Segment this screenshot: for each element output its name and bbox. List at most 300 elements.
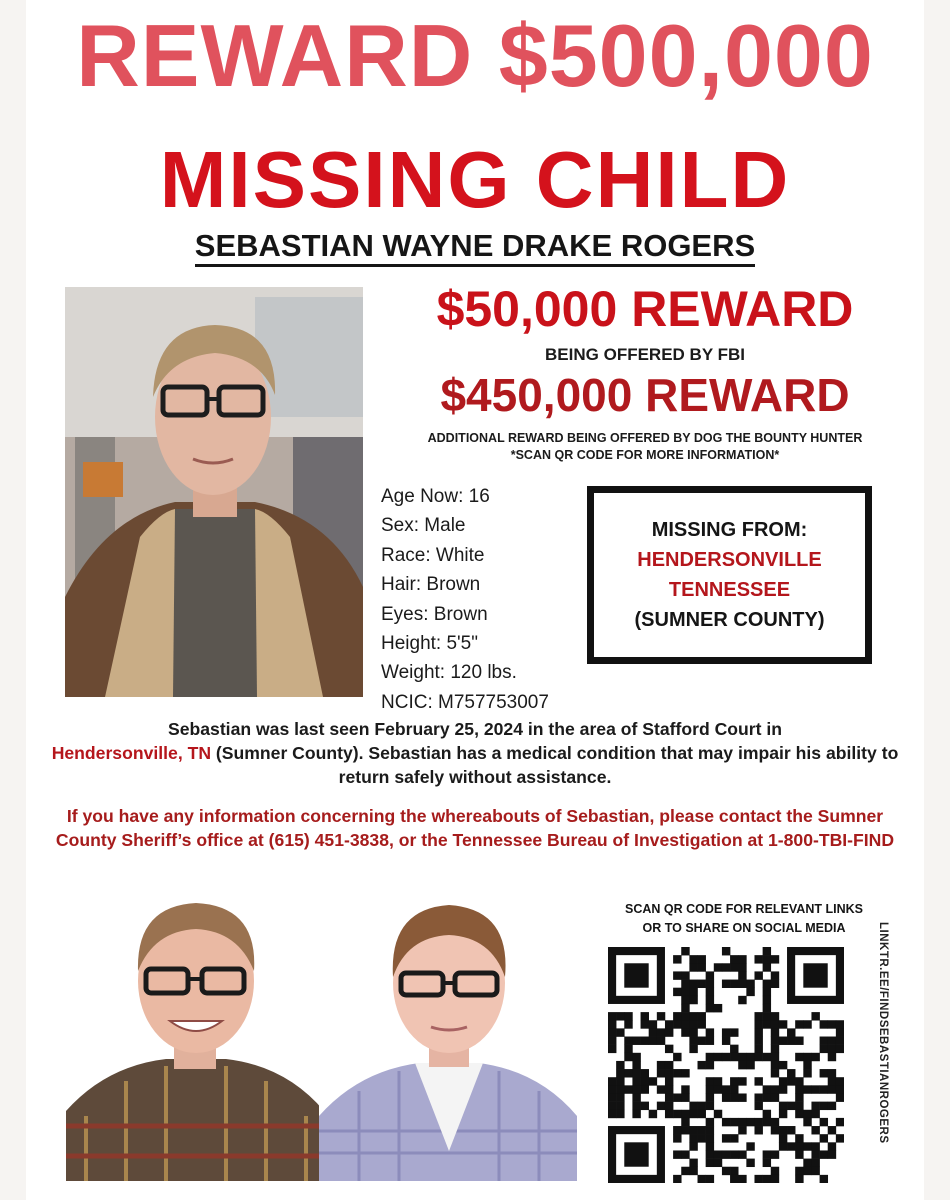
qr-module — [738, 996, 746, 1004]
qr-link-url: LINKTR.EE/FINDSEBASTIANROGERS — [877, 922, 889, 1144]
missing-from-state: TENNESSEE — [668, 579, 791, 601]
detail-race: Race: White — [381, 544, 485, 566]
qr-finder-inner — [624, 1142, 648, 1166]
qr-module — [706, 1077, 714, 1085]
qr-module — [689, 1028, 697, 1036]
qr-module — [673, 955, 681, 963]
qr-module — [632, 1061, 640, 1069]
detail-hair: Hair: Brown — [381, 574, 481, 596]
qr-module — [698, 1175, 706, 1183]
qr-module — [665, 1028, 673, 1036]
qr-module — [673, 1134, 681, 1142]
qr-module — [754, 1126, 762, 1134]
qr-module — [754, 1037, 762, 1045]
qr-module — [795, 1053, 803, 1061]
qr-module — [763, 947, 771, 955]
qr-module — [754, 1118, 762, 1126]
qr-module — [754, 1093, 762, 1101]
qr-module — [689, 1142, 697, 1150]
qr-module — [616, 1028, 624, 1036]
qr-module — [689, 1020, 697, 1028]
qr-module — [730, 1150, 738, 1158]
qr-module — [828, 1069, 836, 1077]
qr-finder-inner — [803, 963, 827, 987]
qr-module — [811, 1126, 819, 1134]
qr-module — [763, 988, 771, 996]
qr-module — [763, 980, 771, 988]
qr-module — [698, 1126, 706, 1134]
qr-module — [689, 988, 697, 996]
qr-module — [681, 1004, 689, 1012]
qr-module — [738, 1061, 746, 1069]
qr-module — [754, 1012, 762, 1020]
qr-module — [779, 1061, 787, 1069]
qr-module — [730, 1118, 738, 1126]
qr-module — [706, 988, 714, 996]
dog-reward-text: ADDITIONAL REWARD BEING OFFERED BY DOG THE BOUNTY HUNTER — [427, 431, 863, 445]
qr-module — [803, 1159, 811, 1167]
qr-module — [730, 955, 738, 963]
qr-module — [722, 1118, 730, 1126]
qr-module — [787, 1069, 795, 1077]
qr-module — [763, 1150, 771, 1158]
qr-module — [820, 1150, 828, 1158]
qr-module — [641, 1077, 649, 1085]
qr-module — [665, 1093, 673, 1101]
qr-module — [803, 1061, 811, 1069]
qr-module — [681, 1150, 689, 1158]
qr-module — [608, 1045, 616, 1053]
qr-module — [608, 1037, 616, 1045]
qr-module — [681, 1167, 689, 1175]
qr-module — [836, 1077, 844, 1085]
qr-module — [771, 1012, 779, 1020]
qr-module — [738, 963, 746, 971]
missing-from-city: HENDERSONVILLE — [637, 549, 822, 571]
qr-module — [811, 1159, 819, 1167]
qr-module — [795, 1150, 803, 1158]
qr-module — [681, 1085, 689, 1093]
qr-module — [771, 955, 779, 963]
qr-module — [811, 1167, 819, 1175]
qr-module — [763, 1118, 771, 1126]
qr-module — [738, 1126, 746, 1134]
qr-module — [689, 955, 697, 963]
qr-module — [706, 996, 714, 1004]
qr-module — [803, 1069, 811, 1077]
qr-module — [673, 1150, 681, 1158]
qr-module — [624, 1037, 632, 1045]
qr-module — [632, 1037, 640, 1045]
qr-module — [722, 1150, 730, 1158]
qr-module — [746, 980, 754, 988]
qr-caption-line-1: SCAN QR CODE FOR RELEVANT LINKS — [625, 902, 863, 916]
qr-module — [673, 1069, 681, 1077]
qr-module — [795, 1102, 803, 1110]
qr-module — [828, 1045, 836, 1053]
qr-module — [811, 1142, 819, 1150]
main-photo-illustration — [65, 287, 363, 697]
qr-module — [828, 1102, 836, 1110]
qr-module — [779, 1077, 787, 1085]
qr-module — [828, 1077, 836, 1085]
qr-module — [681, 947, 689, 955]
qr-module — [811, 1102, 819, 1110]
missing-from-box — [587, 486, 872, 664]
qr-module — [738, 971, 746, 979]
qr-module — [828, 1053, 836, 1061]
qr-module — [836, 1134, 844, 1142]
qr-module — [746, 1053, 754, 1061]
qr-module — [738, 1077, 746, 1085]
missing-from-label: MISSING FROM: — [651, 519, 808, 541]
qr-module — [608, 1102, 616, 1110]
qr-module — [681, 980, 689, 988]
qr-module — [795, 1167, 803, 1175]
qr-module — [803, 1020, 811, 1028]
qr-module — [698, 955, 706, 963]
qr-module — [706, 1053, 714, 1061]
qr-module — [730, 1053, 738, 1061]
description-place: Hendersonville, TN — [51, 742, 212, 763]
qr-module — [803, 1118, 811, 1126]
detail-age: Age Now: 16 — [381, 486, 490, 507]
qr-module — [722, 963, 730, 971]
dog-reward-amount: $450,000 REWARD — [440, 369, 850, 421]
qr-module — [714, 1004, 722, 1012]
qr-module — [771, 1061, 779, 1069]
qr-module — [763, 1093, 771, 1101]
qr-module — [649, 1037, 657, 1045]
qr-module — [803, 1085, 811, 1093]
qr-module — [836, 1045, 844, 1053]
qr-module — [624, 1045, 632, 1053]
qr-module — [657, 1069, 665, 1077]
photo-neutral — [319, 891, 577, 1181]
qr-module — [649, 1077, 657, 1085]
qr-module — [714, 1085, 722, 1093]
qr-module — [820, 1045, 828, 1053]
qr-module — [714, 1150, 722, 1158]
qr-module — [689, 1159, 697, 1167]
qr-module — [657, 1028, 665, 1036]
qr-module — [673, 1020, 681, 1028]
qr-module — [706, 1175, 714, 1183]
qr-module — [616, 1085, 624, 1093]
qr-module — [689, 1012, 697, 1020]
qr-module — [771, 1175, 779, 1183]
qr-module — [795, 1093, 803, 1101]
qr-module — [698, 963, 706, 971]
qr-module — [657, 1102, 665, 1110]
qr-module — [706, 1134, 714, 1142]
qr-module — [746, 1142, 754, 1150]
qr-module — [771, 1069, 779, 1077]
qr-module — [698, 1110, 706, 1118]
qr-module — [820, 1102, 828, 1110]
qr-module — [820, 1085, 828, 1093]
qr-module — [779, 1110, 787, 1118]
qr-module — [624, 1085, 632, 1093]
qr-module — [771, 1118, 779, 1126]
qr-module — [746, 988, 754, 996]
qr-module — [730, 1167, 738, 1175]
qr-module — [689, 1045, 697, 1053]
qr-module — [730, 1077, 738, 1085]
qr-module — [632, 1069, 640, 1077]
qr-module — [738, 1093, 746, 1101]
qr-module — [641, 1020, 649, 1028]
qr-module — [698, 980, 706, 988]
qr-module — [641, 1069, 649, 1077]
last-seen-description — [40, 718, 910, 790]
qr-module — [673, 1175, 681, 1183]
qr-module — [730, 1093, 738, 1101]
qr-module — [632, 1110, 640, 1118]
qr-module — [632, 1093, 640, 1101]
qr-module — [828, 1150, 836, 1158]
qr-module — [771, 980, 779, 988]
qr-module — [787, 1028, 795, 1036]
qr-module — [803, 1167, 811, 1175]
missing-from-county: (SUMNER COUNTY) — [634, 609, 825, 631]
qr-module — [795, 1175, 803, 1183]
qr-module — [616, 1093, 624, 1101]
qr-module — [698, 1102, 706, 1110]
description-part-2: (Sumner County). Sebastian has a medical condition that may impair his ability to return safely without assistance. — [211, 742, 899, 787]
qr-module — [779, 1126, 787, 1134]
qr-module — [828, 1020, 836, 1028]
qr-module — [771, 1167, 779, 1175]
qr-module — [608, 1020, 616, 1028]
qr-module — [706, 1028, 714, 1036]
qr-module — [820, 1175, 828, 1183]
qr-module — [763, 1053, 771, 1061]
qr-module — [754, 971, 762, 979]
detail-sex: Sex: Male — [381, 515, 466, 537]
qr-module — [632, 1077, 640, 1085]
qr-module — [714, 963, 722, 971]
qr-module — [795, 1134, 803, 1142]
qr-module — [641, 1085, 649, 1093]
qr-module — [706, 1085, 714, 1093]
qr-module — [811, 1150, 819, 1158]
qr-module — [763, 1110, 771, 1118]
qr-module — [714, 1077, 722, 1085]
qr-module — [795, 1020, 803, 1028]
qr-module — [698, 1037, 706, 1045]
qr-module — [771, 1020, 779, 1028]
detail-ncic: NCIC: M757753007 — [381, 691, 549, 713]
qr-module — [706, 1142, 714, 1150]
qr-module — [763, 996, 771, 1004]
qr-module — [706, 1118, 714, 1126]
qr-module — [779, 1085, 787, 1093]
qr-module — [665, 1085, 673, 1093]
qr-module — [722, 1028, 730, 1036]
qr-module — [616, 1012, 624, 1020]
qr-module — [754, 1053, 762, 1061]
qr-module — [730, 963, 738, 971]
qr-module — [714, 1110, 722, 1118]
fbi-reward-note: BEING OFFERED BY FBI — [545, 345, 745, 364]
qr-module — [803, 1110, 811, 1118]
qr-module — [608, 1077, 616, 1085]
qr-module — [779, 1020, 787, 1028]
qr-module — [722, 1134, 730, 1142]
dog-reward-note — [366, 430, 924, 464]
qr-module — [738, 1118, 746, 1126]
qr-module — [706, 980, 714, 988]
qr-module — [828, 1085, 836, 1093]
qr-module — [649, 1028, 657, 1036]
qr-module — [771, 1093, 779, 1101]
qr-module — [665, 1045, 673, 1053]
qr-module — [730, 1175, 738, 1183]
qr-module — [803, 1053, 811, 1061]
qr-module — [730, 1085, 738, 1093]
qr-code-graphic — [608, 947, 844, 1183]
qr-module — [771, 1150, 779, 1158]
qr-module — [746, 1061, 754, 1069]
qr-module — [722, 1053, 730, 1061]
qr-module — [746, 1118, 754, 1126]
qr-module — [681, 1126, 689, 1134]
qr-module — [681, 971, 689, 979]
contact-information: If you have any information concerning the whereabouts of Sebastian, please contact the Sumner County Sheriff’s office at (615) 451-3838, or the Tennessee Bureau of Investigation at 1-800-TBI-FIND — [55, 806, 895, 850]
qr-module — [706, 971, 714, 979]
qr-module — [641, 1102, 649, 1110]
qr-module — [681, 1069, 689, 1077]
qr-module — [771, 1085, 779, 1093]
qr-module — [706, 1093, 714, 1101]
qr-module — [641, 1037, 649, 1045]
qr-module — [836, 1118, 844, 1126]
qr-module — [763, 963, 771, 971]
qr-module — [722, 1093, 730, 1101]
headline-missing-child: MISSING CHILD — [159, 135, 791, 224]
qr-module — [771, 1053, 779, 1061]
qr-module — [795, 1110, 803, 1118]
qr-module — [754, 1045, 762, 1053]
qr-module — [624, 1053, 632, 1061]
photo-smiling — [66, 891, 324, 1181]
qr-module — [754, 1175, 762, 1183]
qr-caption-line-2: OR TO SHARE ON SOCIAL MEDIA — [642, 921, 846, 936]
qr-module — [681, 1110, 689, 1118]
qr-module — [706, 1004, 714, 1012]
qr-module — [681, 1093, 689, 1101]
qr-code[interactable] — [608, 947, 844, 1183]
qr-module — [649, 1020, 657, 1028]
qr-module — [714, 1053, 722, 1061]
photo-smiling-illustration — [66, 891, 324, 1181]
qr-module — [681, 996, 689, 1004]
qr-module — [763, 1012, 771, 1020]
qr-module — [608, 1110, 616, 1118]
qr-module — [689, 1134, 697, 1142]
qr-module — [771, 1045, 779, 1053]
qr-module — [787, 1077, 795, 1085]
child-name — [26, 228, 924, 264]
qr-module — [722, 1037, 730, 1045]
qr-module — [689, 1037, 697, 1045]
qr-module — [698, 1061, 706, 1069]
qr-module — [779, 1134, 787, 1142]
qr-module — [665, 1110, 673, 1118]
qr-module — [803, 1142, 811, 1150]
qr-module — [624, 1069, 632, 1077]
qr-module — [608, 1028, 616, 1036]
detail-weight: Weight: 120 lbs. — [381, 662, 517, 684]
qr-module — [706, 1126, 714, 1134]
qr-module — [706, 1150, 714, 1158]
qr-module — [722, 947, 730, 955]
qr-module — [771, 971, 779, 979]
qr-module — [698, 1012, 706, 1020]
qr-module — [689, 1110, 697, 1118]
qr-module — [795, 1037, 803, 1045]
qr-module — [738, 1175, 746, 1183]
qr-module — [673, 1126, 681, 1134]
qr-module — [689, 963, 697, 971]
qr-module — [616, 1102, 624, 1110]
qr-module — [738, 1150, 746, 1158]
qr-module — [706, 1102, 714, 1110]
qr-module — [608, 1093, 616, 1101]
qr-module — [722, 980, 730, 988]
qr-module — [754, 955, 762, 963]
qr-module — [698, 1134, 706, 1142]
qr-module — [681, 988, 689, 996]
qr-module — [771, 1037, 779, 1045]
qr-module — [771, 1028, 779, 1036]
qr-finder-inner — [624, 963, 648, 987]
qr-module — [624, 1012, 632, 1020]
qr-module — [681, 1012, 689, 1020]
qr-module — [657, 1037, 665, 1045]
qr-module — [673, 971, 681, 979]
headline-reward: REWARD $500,000 — [76, 6, 874, 105]
detail-eyes: Eyes: Brown — [381, 603, 488, 625]
qr-module — [632, 1102, 640, 1110]
qr-module — [754, 1020, 762, 1028]
qr-module — [706, 1061, 714, 1069]
qr-module — [616, 1061, 624, 1069]
qr-module — [681, 1118, 689, 1126]
qr-module — [706, 1159, 714, 1167]
qr-module — [828, 1037, 836, 1045]
qr-module — [657, 1085, 665, 1093]
qr-module — [689, 1102, 697, 1110]
qr-module — [828, 1126, 836, 1134]
qr-module — [698, 1020, 706, 1028]
qr-module — [665, 1069, 673, 1077]
qr-module — [820, 1134, 828, 1142]
qr-module — [722, 1167, 730, 1175]
qr-module — [787, 1126, 795, 1134]
qr-module — [836, 1020, 844, 1028]
qr-module — [820, 1069, 828, 1077]
qr-module — [754, 1077, 762, 1085]
qr-module — [738, 1053, 746, 1061]
qr-module — [673, 1110, 681, 1118]
qr-module — [673, 1012, 681, 1020]
qr-module — [616, 1069, 624, 1077]
qr-module — [811, 1085, 819, 1093]
qr-module — [714, 1159, 722, 1167]
qr-module — [673, 1053, 681, 1061]
